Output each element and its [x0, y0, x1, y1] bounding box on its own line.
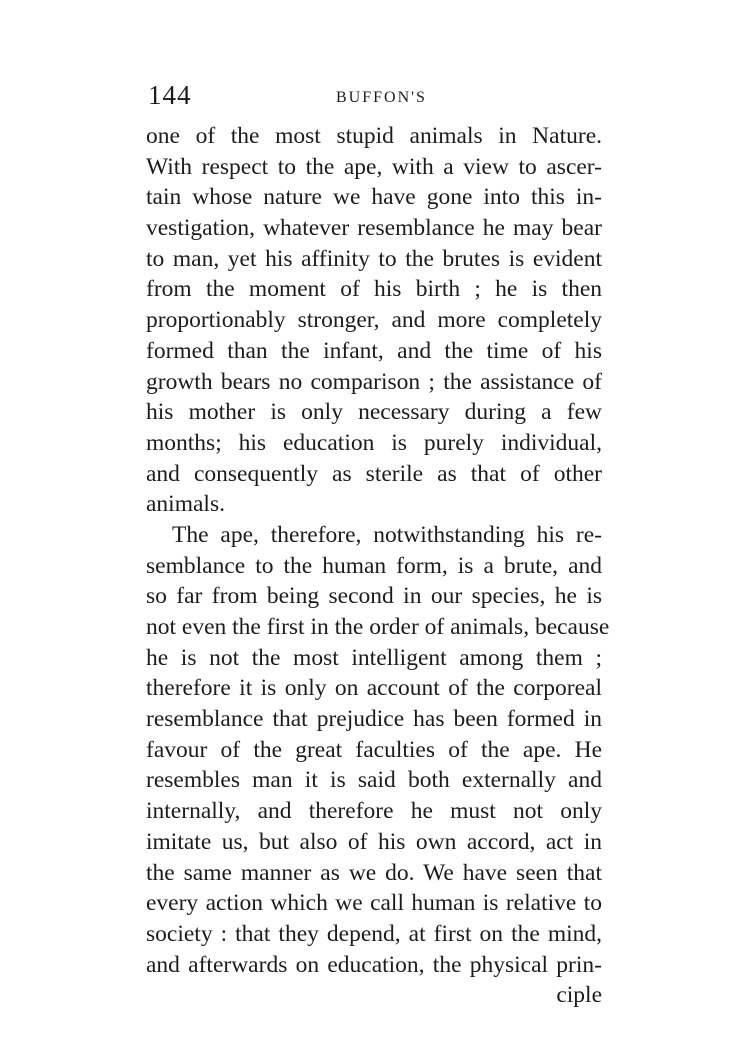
paragraph-1 — [146, 121, 602, 520]
text-line: With respect to the ape, with a view to ascer- — [146, 153, 602, 180]
text-line: his mother is only necessary during a few — [146, 399, 602, 426]
text-line: and afterwards on education, the physical prin- — [146, 951, 602, 978]
text-line: vestigation, whatever resemblance he may bear — [146, 215, 602, 242]
text-line: resembles man it is said both externally and — [146, 767, 602, 794]
paragraph-2 — [146, 520, 610, 980]
text-line: one of the most stupid animals in Nature. — [146, 123, 602, 149]
text-line: every action which we call human is relative to — [146, 890, 602, 917]
text-line: proportionably stronger, and more completely — [146, 307, 602, 334]
text-line: to man, yet his affinity to the brutes is evident — [146, 245, 602, 272]
text-line: not even the first in the order of animals, because — [146, 614, 610, 640]
text-line: so far from being second in our species, he is — [146, 583, 602, 610]
text-line: imitate us, but also of his own accord, act in — [146, 828, 602, 855]
text-line: and consequently as sterile as that of other — [146, 460, 602, 487]
text-line: from the moment of his birth ; he is then — [146, 276, 602, 303]
text-line: months; his education is purely individual, — [146, 429, 602, 456]
text-line: he is not the most intelligent among them ; — [146, 644, 602, 671]
text-line: internally, and therefore he must not only — [146, 798, 602, 825]
text-line: resemblance that prejudice has been formed in — [146, 706, 602, 733]
body-text — [146, 121, 610, 1011]
page-number: 144 — [148, 80, 192, 110]
text-line: the same manner as we do. We have seen that — [146, 859, 602, 886]
text-line: favour of the great faculties of the ape. He — [146, 736, 602, 763]
text-line: animals. — [146, 491, 225, 518]
catchword: ciple — [556, 982, 602, 1009]
text-line: The ape, therefore, notwithstanding his re- — [172, 521, 602, 548]
text-line: society : that they depend, at first on the mind, — [146, 920, 602, 947]
running-title: BUFFON'S — [336, 89, 427, 106]
text-line: growth bears no comparison ; the assistance of — [146, 368, 602, 395]
text-line: formed than the infant, and the time of his — [146, 337, 602, 364]
text-line: therefore it is only on account of the corporeal — [146, 675, 602, 702]
text-line: tain whose nature we have gone into this in- — [146, 184, 602, 211]
text-line: semblance to the human form, is a brute, and — [146, 552, 602, 579]
running-head — [148, 80, 600, 114]
